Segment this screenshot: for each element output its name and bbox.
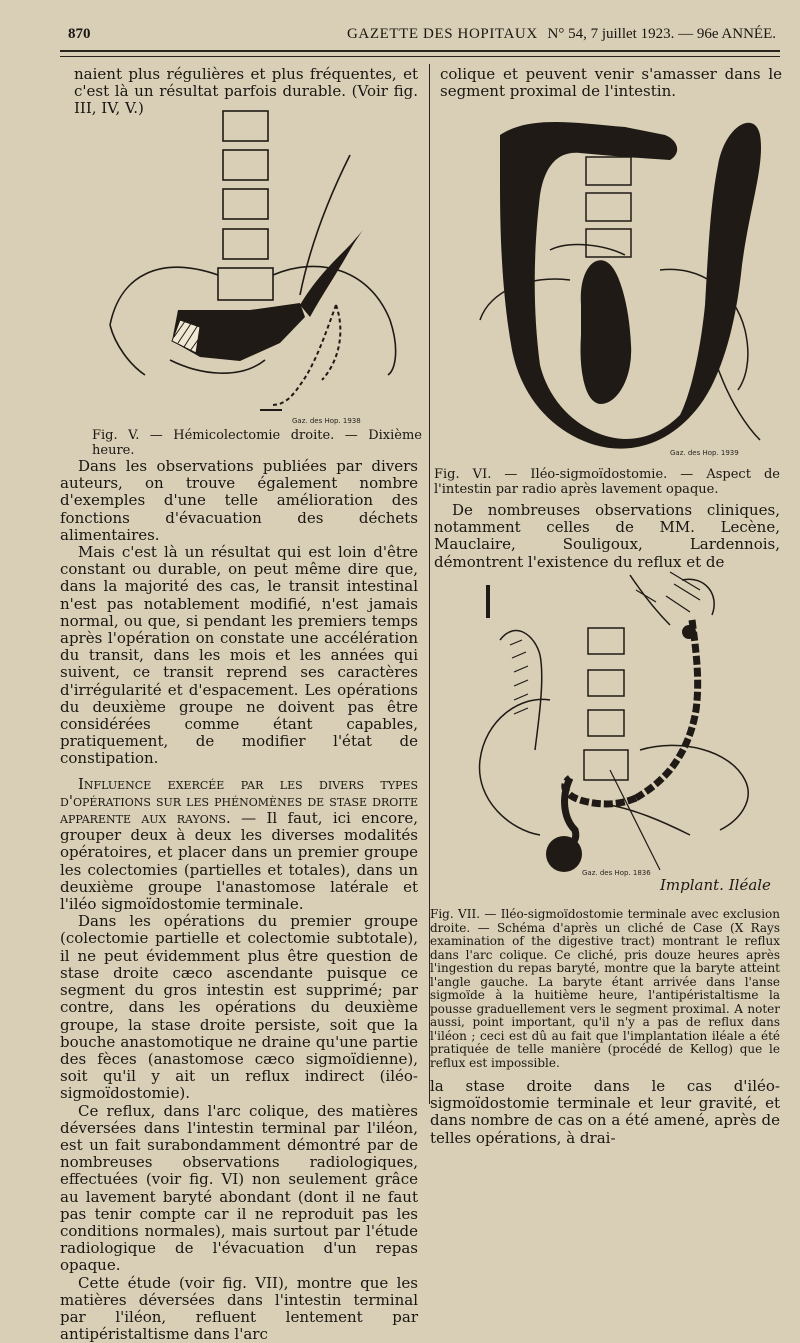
left-paragraph-3 (60, 776, 418, 914)
left-paragraph-6: Cette étude (voir fig. VII), montre que les matières déversées dans l'intestin terminal par l'iléon, refluent lentement par antipéristaltisme dans l'arc (60, 1273, 418, 1343)
figure-7-credit: Gaz. des Hop. 1836 (582, 869, 651, 877)
right-body-2 (430, 1078, 780, 1147)
figure-5-caption (92, 428, 422, 458)
right-intro-text: colique et peuvent venir s'amasser dans le segment proximal de l'intestin. (440, 65, 782, 101)
right-intro (440, 66, 782, 100)
header-rule (60, 50, 780, 52)
page-header (60, 26, 778, 48)
left-paragraph-1: Dans les observations publiées par divers auteurs, on trouve également nombre d'exemples d'une telle amélioration des fonctions d'évacuation des déchets alimentaires. (60, 457, 418, 544)
figure-6-illustration (460, 105, 780, 465)
left-body (60, 458, 418, 1343)
figure-6-caption (434, 467, 780, 497)
figure-7-caption (430, 908, 780, 1070)
figure-5-credit: Gaz. des Hop. 1938 (292, 417, 361, 425)
left-intro-text: naient plus régulières et plus fréquentes, et c'est là un résultat parfois durable. (Voir fig. III, IV, V.) (74, 65, 418, 118)
right-paragraph-2: la stase droite dans le cas d'iléo-sigmoïdostomie terminale et leur gravité, et dans nombre de cas on a été amené, après de telles opérations, à drai- (430, 1077, 780, 1147)
figure-7-caption-text: Fig. VII. — Iléo-sigmoïdostomie terminale avec exclusion droite. — Schéma d'après un cliché de Case (X Rays examination of the digestive tract) montrant le reflux dans l'arc colique. Ce cliché, pris douze heures après l'ingestion du repas baryté, montre que la baryte atteint l'angle gauche. La baryte étant arrivée dans l'anse sigmoïde à la huitième heure, l'antipéristaltisme la pousse graduellement vers le segment proximal. A noter aussi, point important, qu'il n'y a pas de reflux dans l'iléon ; ceci est dû au fait que l'implantation iléale a été pratiquée de telle manière (procédé de Kellog) que le reflux est impossible. (430, 907, 780, 1070)
figure-7-handwritten-label: Implant. Iléale (660, 876, 771, 894)
issue-info: N° 54, 7 juillet 1923. — 96e ANNÉE. (547, 26, 776, 42)
left-paragraph-2: Mais c'est là un résultat qui est loin d'être constant ou durable, on peut même dire que, dans la majorité des cas, le transit intestinal n'est pas notablement modifié, n'est jamais normal, ou que, si pendant les premiers temps après l'opération on constate une accélération du transit, dans les mois et les années qui suivent, ce transit reprend ses caractères d'irrégularité et d'espacement. Les opérations du deuxième groupe ne doivent pas être considérées comme étant capables, pratiquement, de modifier l'état de constipation. (60, 543, 418, 768)
left-paragraph-4: Dans les opérations du premier groupe (colectomie partielle et colectomie subtotale), il ne peut évidemment plus être question de stase droite cæco ascendante puisque ce segment du gros intestin est supprimé; par contre, dans les opérations du deuxième groupe, la stase droite persiste, soit que la bouche anastomotique ne draine qu'une partie des fèces (anastomose cæco sigmoïdienne), soit qu'il y ait un reflux indirect (iléo-sigmoïdostomie). (60, 912, 418, 1103)
figure-7-illustration (460, 560, 780, 905)
page-number: 870 (68, 26, 91, 42)
section-heading-text: — Il faut, ici encore, grouper deux à deux les diverses modalités opératoires, et placer dans un premier groupe les colectomies (partielles et totales), dans un deuxième groupe l'anastomose latérale et l'iléo sigmoïdostomie terminale. (60, 809, 419, 914)
figure-5-illustration (100, 105, 410, 430)
figure-6-credit: Gaz. des Hop. 1939 (670, 449, 739, 457)
figure-5-caption-text: Fig. V. — Hémicolectomie droite. — Dixième heure. (92, 428, 422, 458)
right-paragraph-1: De nombreuses observations cliniques, notamment celles de MM. Lecène, Mauclaire, Souligoux, Lardennois, démontrent l'existence du reflux et de (434, 501, 780, 571)
journal-title: GAZETTE DES HOPITAUX (347, 26, 538, 42)
left-paragraph-5: Ce reflux, dans l'arc colique, des matières déversées dans l'intestin terminal par l'iléon, est un fait surabondamment démontré par de nombreuses observations radiologiques, effectuées (voir fig. VI) non seulement grâce au lavement baryté abondant (dont il ne faut pas tenir compte car il ne reproduit pas les conditions normales), mais surtout par l'étude radiologique de l'évacuation d'un repas opaque. (60, 1101, 418, 1275)
figure-6-caption-text: Fig. VI. — Iléo-sigmoïdostomie. — Aspect de l'intestin par radio après lavement opaque. (434, 467, 780, 497)
header-rule-thin (60, 56, 780, 57)
section-heading: Influence exercée par les divers types d'opérations sur les phénomènes de stase droite apparente aux rayons. (60, 774, 418, 828)
